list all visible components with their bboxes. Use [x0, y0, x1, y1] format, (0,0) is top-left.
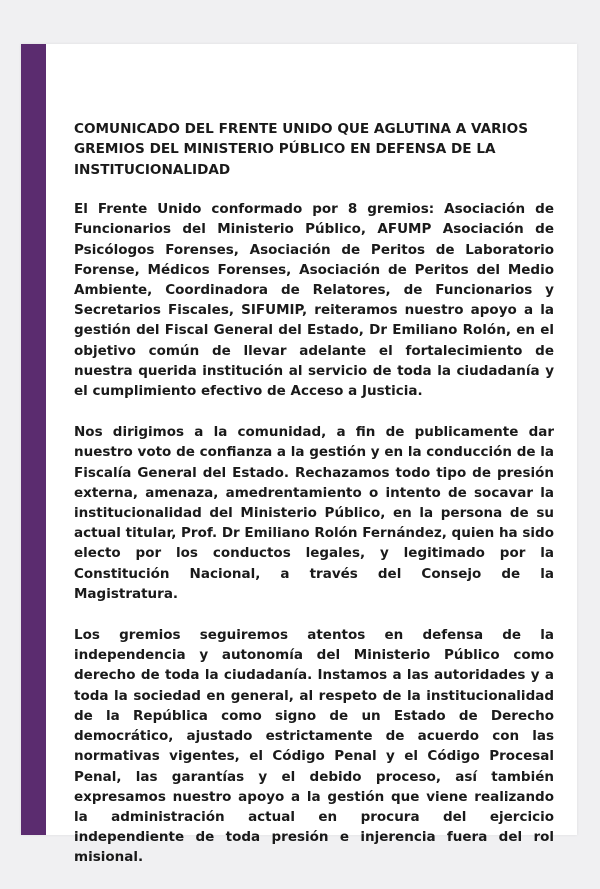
accent-bar: [21, 44, 46, 835]
paragraph-1: El Frente Unido conformado por 8 gremios: Asociación de Funcionarios del Ministerio Público, AFUMP Asociación de Psicólogos Forenses, Asociación de Peritos de Laboratorio Forense, Médicos Forenses, Asociación de Peritos del Medio Ambiente, Coordinadora de Relatores, de Funcionarios y Secretarios Fiscales, SIFUMIP, reiteramos nuestro apoyo a la gestión del Fiscal General del Estado, Dr Emiliano Rolón, en el objetivo común de llevar adelante el fortalecimiento de nuestra querida institución al servicio de toda la ciudadanía y el cumplimiento efectivo de Acceso a Justicia.: [74, 201, 554, 400]
document-title: COMUNICADO DEL FRENTE UNIDO QUE AGLUTINA A VARIOS GREMIOS DEL MINISTERIO PÚBLICO EN DEFENSA DE LA INSTITUCIONALIDAD: [74, 121, 529, 178]
paragraph-2: Nos dirigimos a la comunidad, a fin de publicamente dar nuestro voto de confianza a la gestión y en la conducción de la Fiscalía General del Estado. Rechazamos todo tipo de presión externa, amenaza, amedrentamiento o intento de socavar la institucionalidad del Ministerio Público, en la persona de su actual titular, Prof. Dr Emiliano Rolón Fernández, quien ha sido electo por los conductos legales, y legitimado por la Constitución Nacional, a través del Consejo de la Magistratura.: [74, 424, 554, 602]
document-page: [21, 44, 577, 866]
paragraph-3: Los gremios seguiremos atentos en defensa de la independencia y autonomía del Ministerio Público como derecho de toda la ciudadanía. Instamos a las autoridades y a toda la sociedad en general, al respeto de la institucionalidad de la República como signo de un Estado de Derecho democrático, ajustado estrictamente de acuerdo con las normativas vigentes, el Código Penal y el Código Procesal Penal, las garantías y el debido proceso, así también expresamos nuestro apoyo a la gestión que viene realizando la administración actual en procura del ejercicio independiente de toda presión e injerencia fuera del rol misional.: [74, 627, 554, 866]
document-content: [74, 119, 554, 889]
